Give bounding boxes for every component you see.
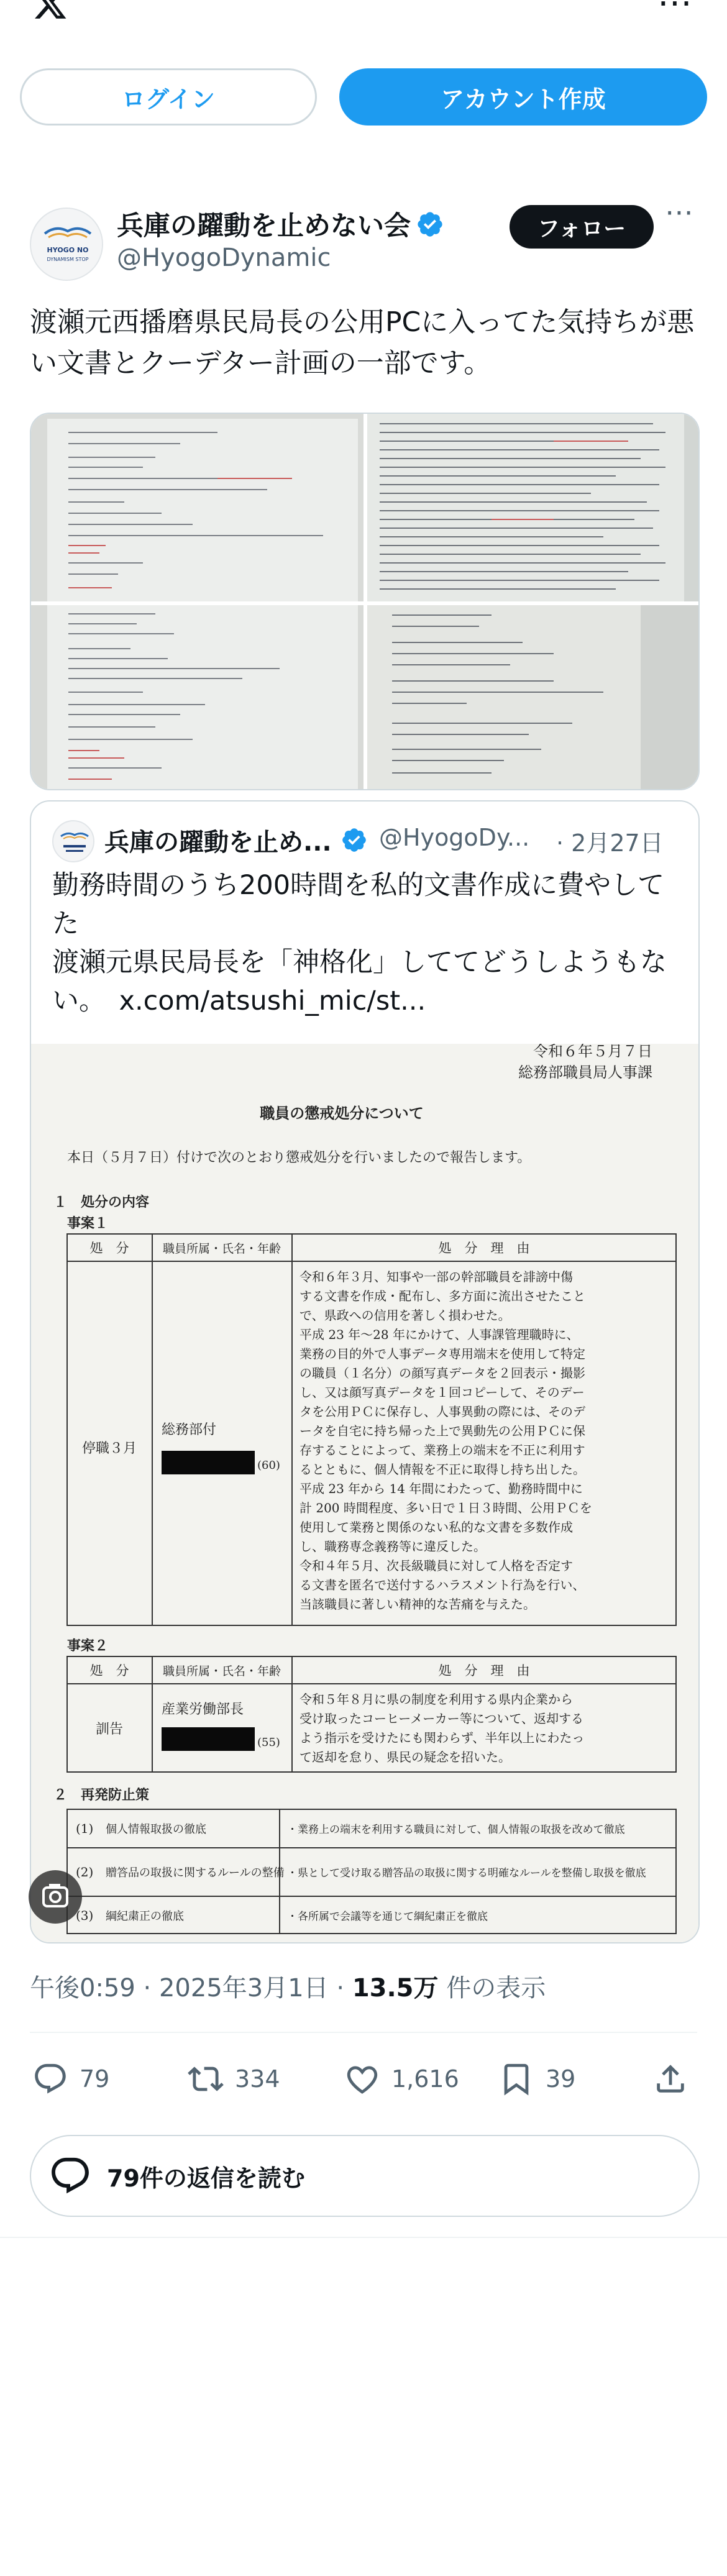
doc-title: 職員の懲戒処分について: [260, 1104, 424, 1122]
doc-case1-reason-line: の職員（１名分）の顔写真データを２回表示・撮影: [299, 1366, 585, 1381]
redaction-bar-1: [162, 1451, 255, 1474]
reply-button[interactable]: [32, 2054, 109, 2104]
doc-measure-name: 個人情報取扱の徹底: [106, 1823, 206, 1836]
doc-case2-person: 産業労働部長: [162, 1702, 244, 1717]
doc-measure-text: ・県として受け取る贈答品の取扱に関する明確なルールを整備し取扱を徹底: [287, 1867, 646, 1879]
doc-case1: 事案１: [67, 1215, 109, 1231]
photo-3[interactable]: [31, 605, 364, 790]
doc-measure-text: ・業務上の端末を利用する職員に対して、個人情報の取扱を改めて徹底: [287, 1824, 625, 1836]
bookmark-button[interactable]: [498, 2054, 575, 2104]
doc-case1-reason-line: 令和４年５月、次長級職員に対して人格を否定す: [299, 1558, 573, 1573]
repost-icon: [188, 2061, 224, 2097]
divider-bottom: [0, 2237, 727, 2238]
verified-icon: [416, 210, 444, 239]
reply-count: 79: [80, 2065, 110, 2093]
doc-measure-text: ・各所属で会議等を通じて綱紀粛正を徹底: [287, 1911, 488, 1923]
quoted-date[interactable]: · 2月27日: [556, 829, 664, 857]
doc-case1-reason-line: 平成 23 年～28 年にかけて、人事課管理職時に、: [299, 1327, 579, 1342]
doc-case1-reason-line: 使用して業務と関係のない私的な文書を多数作成: [299, 1520, 573, 1535]
bookmark-count: 39: [546, 2065, 576, 2093]
quoted-text-line-1: 勤務時間のうち200時間を私的文書作成に費やしてた: [52, 870, 665, 939]
read-replies-button[interactable]: [30, 2135, 700, 2217]
views-suffix: 件の表示: [438, 1974, 546, 2003]
post-text: 渡瀬元西播磨県民局長の公用PCに入ってた気持ちが悪い文書とクーデター計画の一部です。: [30, 306, 695, 379]
repost-button[interactable]: [188, 2054, 280, 2104]
doc-case1-reason-line: るとともに、個人情報を不正に取得し持ち出した。: [299, 1462, 585, 1477]
avatar[interactable]: [30, 208, 103, 281]
share-button[interactable]: [652, 2054, 700, 2104]
quoted-verified-icon: [341, 826, 368, 854]
doc-case1-reason-line: タを公用ＰＣに保存し、人事異動の際には、そのデ: [299, 1404, 585, 1419]
post-author: [30, 195, 701, 286]
like-icon: [344, 2061, 380, 2097]
doc-section2: ２ 再発防止策: [53, 1787, 150, 1803]
action-bar: [30, 2054, 697, 2104]
repost-count: 334: [235, 2065, 280, 2093]
photo-1[interactable]: [31, 414, 364, 601]
doc-col-person-1: 職員所属・氏名・年齢: [162, 1242, 281, 1256]
doc-case2: 事案２: [67, 1638, 109, 1654]
quoted-author-handle[interactable]: @HyogoDy...: [379, 824, 530, 851]
quoted-text: [52, 866, 686, 1020]
quoted-avatar[interactable]: [52, 820, 94, 862]
quoted-post[interactable]: [30, 800, 700, 1943]
replies-bubble-icon: [48, 2154, 92, 2198]
doc-case1-reason-line: する文書を作成・配布し、多方面に流出させたこと: [299, 1289, 585, 1304]
x-logo-icon[interactable]: [30, 0, 71, 21]
lens-icon[interactable]: [29, 1870, 82, 1924]
doc-col-action-2: 処 分: [89, 1663, 129, 1678]
doc-measure-num: (1): [76, 1821, 94, 1836]
doc-case1-reason-line: 存することによって、業務上の端末を不正に利用す: [299, 1443, 585, 1458]
like-button[interactable]: [344, 2054, 459, 2104]
photo-4[interactable]: [367, 605, 700, 790]
doc-col-person-2: 職員所属・氏名・年齢: [162, 1665, 281, 1678]
svg-text:HYOGO NO: HYOGO NO: [47, 246, 89, 254]
doc-case1-reason-line: 業務の目的外で人事データ専用端末を使用して特定: [299, 1346, 585, 1361]
doc-measure-name: 綱紀粛正の徹底: [106, 1910, 184, 1923]
create-account-button[interactable]: アカウント作成: [339, 68, 707, 126]
bookmark-icon: [498, 2061, 534, 2097]
post-timestamp[interactable]: 午後0:59 · 2025年3月1日 ·: [30, 1974, 352, 2003]
doc-measure-name: 贈答品の取扱に関するルールの整備: [106, 1866, 285, 1879]
doc-case1-reason-line: し、職務専念義務等に違反した。: [299, 1539, 486, 1554]
quoted-author-name[interactable]: 兵庫の躍動を止め...: [104, 828, 332, 857]
doc-case2-age: (55): [257, 1736, 280, 1749]
doc-case1-reason-line: で、県政への信用を著しく損わせた。: [299, 1308, 511, 1323]
doc-case1-reason-line: ータを自宅に持ち帰った上で異動先の公用ＰＣに保: [299, 1423, 585, 1438]
svg-text:DYNAMISM STOP: DYNAMISM STOP: [47, 257, 89, 262]
doc-case1-reason-line: し、又は顔写真データを１回コピーして、そのデー: [299, 1385, 585, 1400]
auth-buttons: [20, 68, 707, 126]
doc-case1-reason-line: 計 200 時間程度、多い日で１日３時間、公用ＰＣを: [299, 1500, 592, 1515]
doc-section1: １ 処分の内容: [53, 1194, 150, 1210]
read-replies-label: 79件の返信を読む: [107, 2164, 305, 2192]
doc-date-header: 令和６年５月７日: [533, 1044, 652, 1060]
doc-col-reason-1: 処 分 理 由: [438, 1241, 530, 1256]
doc-case1-age: (60): [257, 1459, 280, 1472]
views-count: 13.5万: [352, 1974, 439, 2003]
doc-measure-num: (2): [76, 1865, 94, 1879]
reply-icon: [32, 2061, 68, 2097]
doc-case1-person: 総務部付: [162, 1422, 217, 1438]
doc-case1-action: 停職３月: [81, 1441, 137, 1456]
doc-case2-reason-line: 令和５年８月に県の制度を利用する県内企業から: [299, 1692, 573, 1707]
doc-dept-header: 総務部職員局人事課: [518, 1064, 652, 1081]
quoted-document-photo[interactable]: [31, 1044, 698, 1943]
doc-case1-reason-line: 令和６年３月、知事や一部の幹部職員を誹謗中傷: [299, 1269, 573, 1284]
post-meta: [30, 1968, 546, 2004]
doc-case1-reason-line: 当該職員に著しい精神的な苦痛を与えた。: [299, 1597, 536, 1612]
doc-measure-num: (3): [76, 1908, 94, 1923]
author-handle[interactable]: @HyogoDynamic: [117, 244, 331, 272]
doc-case2-action: 訓告: [95, 1722, 124, 1737]
doc-col-action-1: 処 分: [89, 1241, 129, 1256]
top-bar: [0, 0, 727, 56]
author-name[interactable]: [117, 205, 444, 243]
like-count: 1,616: [391, 2065, 459, 2093]
doc-intro: 本日（５月７日）付けで次のとおり懲戒処分を行いましたので報告します。: [67, 1150, 531, 1166]
photo-2[interactable]: [367, 414, 700, 601]
doc-case2-reason-line: よう指示を受けたにも関わらず、半年以上にわたっ: [299, 1730, 585, 1745]
divider-top: [30, 2032, 697, 2033]
author-name-text[interactable]: 兵庫の躍動を止めない会: [117, 211, 411, 242]
redaction-bar-2: [162, 1727, 255, 1751]
doc-col-reason-2: 処 分 理 由: [438, 1663, 530, 1678]
doc-case2-reason-line: 受け取ったコーヒーメーカー等について、返却する: [299, 1711, 583, 1726]
login-button[interactable]: ログイン: [20, 68, 317, 126]
quoted-text-line-2[interactable]: 渡瀬元県民局長を「神格化」しててどうしようもない。 x.com/atsushi_mic/st...: [52, 947, 667, 1016]
post-more-icon[interactable]: ⋯: [665, 195, 694, 229]
media-grid: [30, 413, 700, 790]
more-icon[interactable]: ⋯: [657, 0, 693, 23]
doc-case2-reason-line: て返却を怠り、県民の疑念を招いた。: [299, 1750, 511, 1765]
share-icon: [652, 2061, 688, 2097]
doc-case1-reason-line: 平成 23 年から 14 年間にわたって、勤務時間中に: [299, 1481, 583, 1496]
follow-button[interactable]: フォロー: [510, 205, 654, 249]
doc-case1-reason-line: る文書を匿名で送付するハラスメント行為を行い、: [299, 1578, 585, 1592]
